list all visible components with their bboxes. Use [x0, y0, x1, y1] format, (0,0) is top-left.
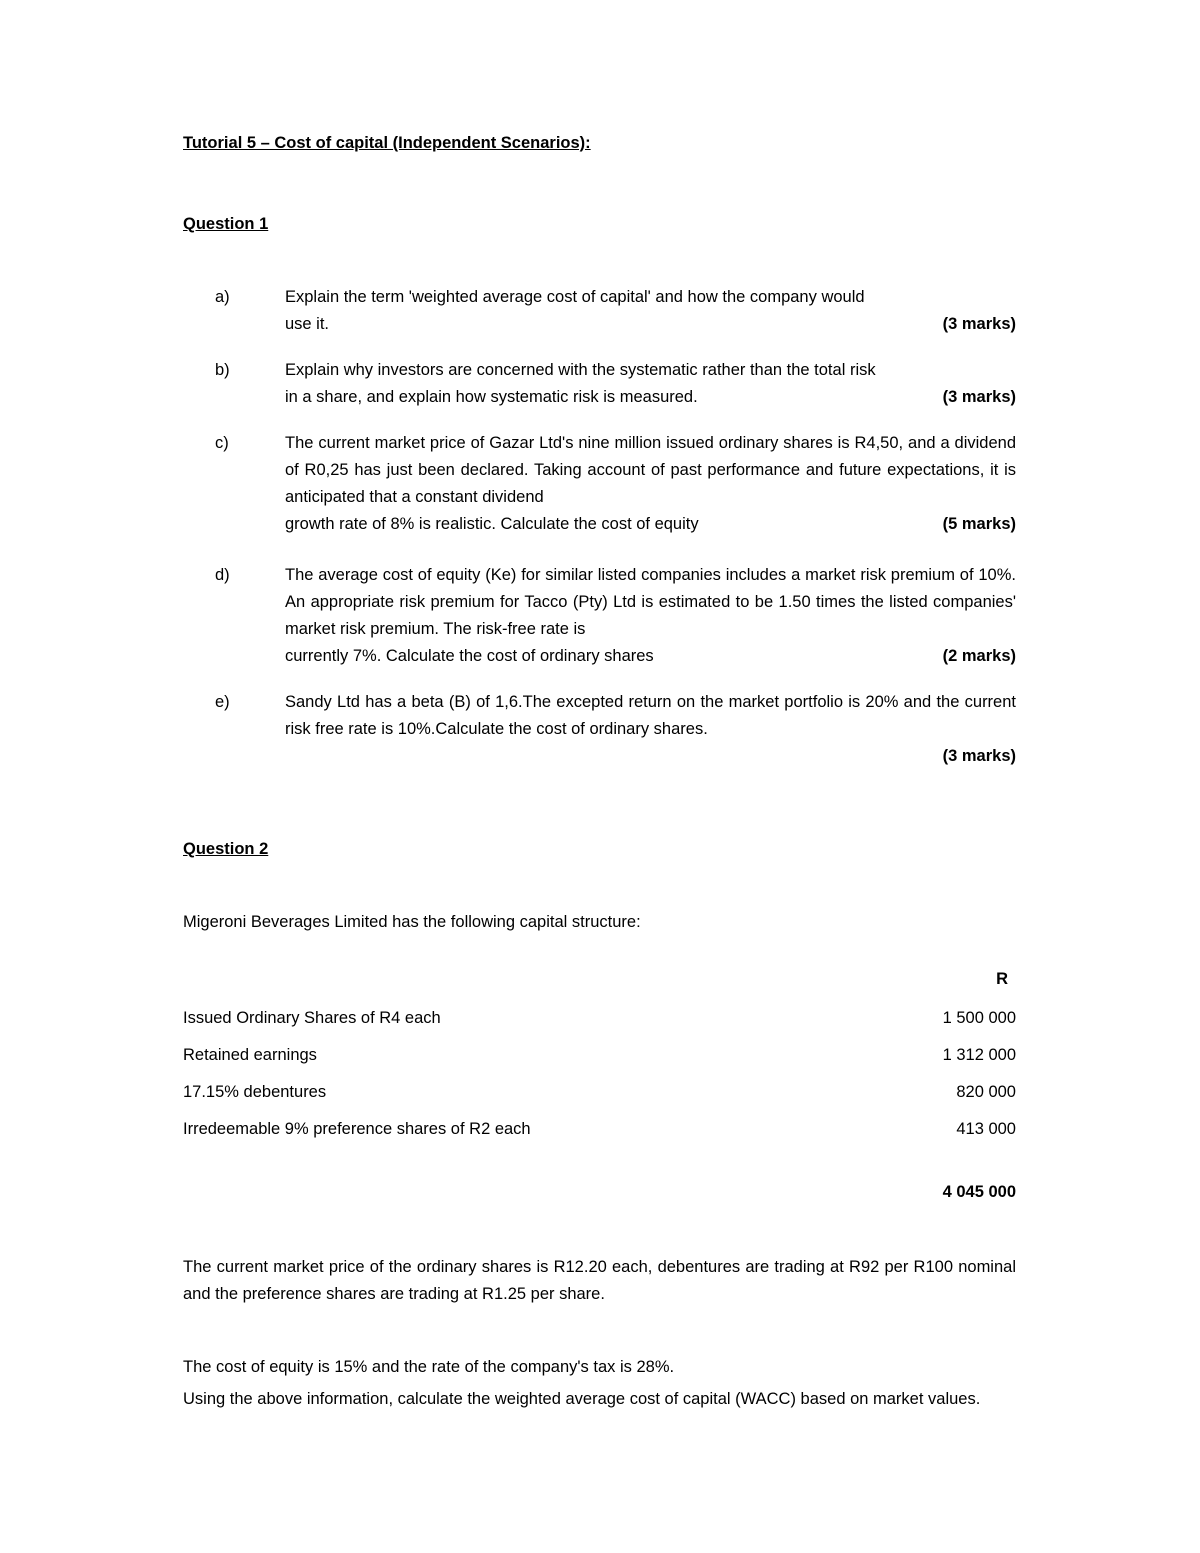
- list-item-b: [215, 357, 1016, 411]
- table-row: [183, 1005, 1016, 1032]
- item-body: Explain why investors are concerned with the systematic rather than the total risk: [285, 361, 876, 379]
- table-row: [183, 1116, 1016, 1143]
- item-marks: (5 marks): [942, 515, 1016, 533]
- list-item-c: [215, 430, 1016, 538]
- item-label: a): [215, 288, 230, 306]
- table-row: [183, 1042, 1016, 1069]
- capital-total-value: 4 045 000: [942, 1183, 1016, 1201]
- item-content: [285, 689, 1016, 770]
- item-marks: (3 marks): [942, 388, 1016, 406]
- item-content: [285, 430, 1016, 538]
- table-row: [183, 1079, 1016, 1106]
- item-last-text: currently 7%. Calculate the cost of ordinary shares: [285, 647, 654, 665]
- item-label: d): [215, 566, 230, 584]
- item-marks: (3 marks): [942, 315, 1016, 333]
- item-last-text: in a share, and explain how systematic risk is measured.: [285, 388, 698, 406]
- question-2-section: [183, 836, 1016, 1413]
- row-value: 1 312 000: [942, 1046, 1016, 1064]
- question-2-heading: Question 2: [183, 840, 269, 858]
- capital-structure-table: [183, 1005, 1016, 1143]
- row-label: Issued Ordinary Shares of R4 each: [183, 1009, 441, 1027]
- row-label: Retained earnings: [183, 1046, 317, 1064]
- item-marks: (3 marks): [942, 747, 1016, 765]
- list-item-d: [215, 562, 1016, 670]
- list-item-e: [215, 689, 1016, 770]
- item-label: e): [215, 693, 230, 711]
- item-last-line: [285, 743, 1016, 770]
- row-label: 17.15% debentures: [183, 1083, 327, 1101]
- item-last-line: [285, 311, 1016, 338]
- question-1-list: [215, 284, 1016, 770]
- currency-column-header: R: [996, 970, 1008, 988]
- item-last-line: [285, 643, 1016, 670]
- item-content: [285, 357, 1016, 411]
- item-last-line: [285, 384, 1016, 411]
- item-last-line: [285, 511, 1016, 538]
- item-content: [285, 562, 1016, 670]
- item-body: The average cost of equity (Ke) for similar listed companies includes a market risk premium of 10%. An appropriate risk premium for Tacco (Pty) Ltd is estimated to be 1.50 times the listed companies' market risk premium. The risk-free rate is: [285, 566, 1016, 638]
- question-2-intro: Migeroni Beverages Limited has the following capital structure:: [183, 913, 641, 931]
- row-value: 820 000: [956, 1083, 1016, 1101]
- paragraph-cost-of-equity: The cost of equity is 15% and the rate of the company's tax is 28%.: [183, 1358, 675, 1376]
- item-body: The current market price of Gazar Ltd's nine million issued ordinary shares is R4,50, and a dividend of R0,25 has just been declared. Taking account of past performance and future expectations, it is anticipated that a constant dividend: [285, 434, 1016, 506]
- paragraph-instruction: Using the above information, calculate the weighted average cost of capital (WACC) based on market values.: [183, 1390, 981, 1408]
- paragraph-market-prices: The current market price of the ordinary shares is R12.20 each, debentures are trading at R92 per R100 nominal and the preference shares are trading at R1.25 per share.: [183, 1258, 1016, 1303]
- item-last-text: growth rate of 8% is realistic. Calculate the cost of equity: [285, 515, 699, 533]
- row-value: 413 000: [956, 1120, 1016, 1138]
- question-1-section: [183, 211, 1016, 770]
- question-1-heading: Question 1: [183, 215, 269, 233]
- item-body: Sandy Ltd has a beta (B) of 1,6.The excepted return on the market portfolio is 20% and the current risk free rate is 10%.Calculate the cost of ordinary shares.: [285, 693, 1016, 738]
- item-label: c): [215, 434, 229, 452]
- item-last-text: use it.: [285, 315, 330, 333]
- item-marks: (2 marks): [942, 647, 1016, 665]
- row-label: Irredeemable 9% preference shares of R2 each: [183, 1120, 531, 1138]
- list-item-a: [215, 284, 1016, 338]
- item-body: Explain the term 'weighted average cost of capital' and how the company would: [285, 288, 865, 306]
- item-label: b): [215, 361, 230, 379]
- item-content: [285, 284, 1016, 338]
- page-title: Tutorial 5 – Cost of capital (Independent Scenarios):: [183, 134, 591, 152]
- row-value: 1 500 000: [942, 1009, 1016, 1027]
